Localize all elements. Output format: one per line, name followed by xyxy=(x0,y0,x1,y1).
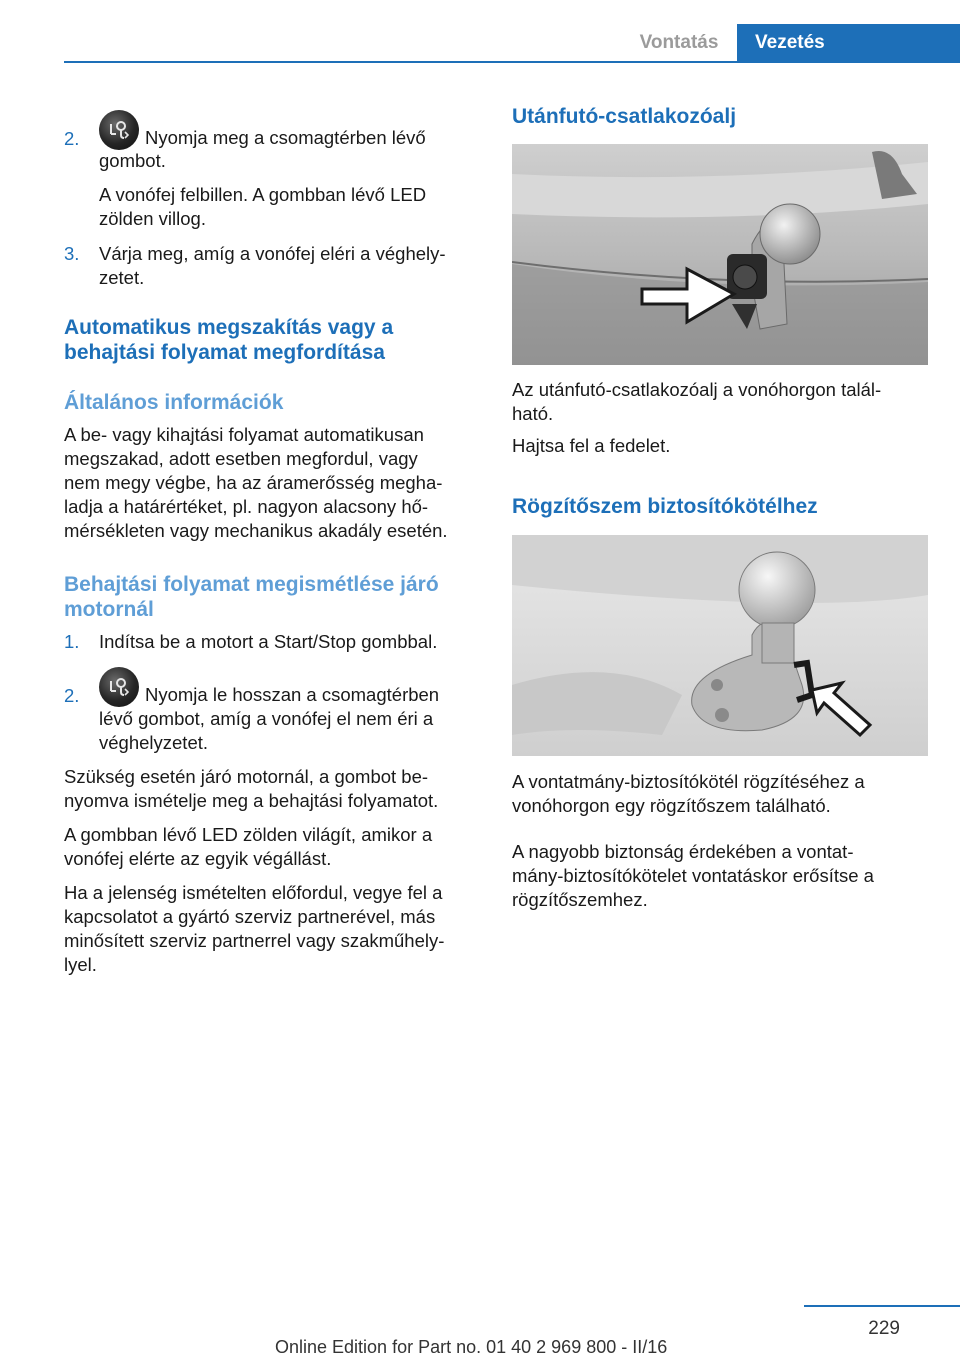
body-line: A be- vagy kihajtási folyamat automatikusan xyxy=(64,424,424,445)
section-tab[interactable]: Vontatás xyxy=(639,32,719,53)
step-text: Várja meg, amíg a vonófej eléri a véghely‐ xyxy=(99,243,446,264)
body-line: A vontatmány-biztosítókötél rögzítéséhez a xyxy=(512,771,865,792)
body-line: Szükség esetén járó motornál, a gombot be‐ xyxy=(64,766,429,787)
body-line: ladja a határértéket, pl. nagyon alacsony hő‐ xyxy=(64,496,429,517)
subsection-heading: Behajtási folyamat megismétlése járó xyxy=(64,573,439,596)
safety-eye-photo xyxy=(512,535,928,756)
chapter-tab[interactable]: Vezetés xyxy=(737,24,960,61)
tow-hitch-button-icon xyxy=(99,110,139,150)
section-heading: Utánfutó-csatlakozóalj xyxy=(512,105,737,128)
step-number: 2. xyxy=(64,128,80,149)
body-line: mérsékleten vagy mechanikus akadály esetén. xyxy=(64,520,448,541)
body-line: minősített szerviz partnerrel vagy szakműhely‐ xyxy=(64,930,445,951)
body-line: rögzítőszemhez. xyxy=(512,889,648,910)
section-heading: behajtási folyamat megfordítása xyxy=(64,341,385,364)
step-number: 3. xyxy=(64,243,80,264)
body-line: A gombban lévő LED zölden világít, amikor a xyxy=(64,824,433,845)
step-note: zölden villog. xyxy=(99,208,206,229)
step-text: gombot. xyxy=(99,150,166,171)
tow-hitch-button-icon xyxy=(99,667,139,707)
body-line: mány-biztosítókötelet vontatáskor erősítse a xyxy=(512,865,874,886)
subsection-heading: Általános információk xyxy=(64,391,284,414)
body-line: Az utánfutó-csatlakozóalj a vonóhorgon talál‐ xyxy=(512,379,882,400)
step-2 xyxy=(99,110,479,150)
body-line: kapcsolatot a gyártó szerviz partnerével, más xyxy=(64,906,436,927)
step-text: Indítsa be a motort a Start/Stop gombbal. xyxy=(99,631,438,652)
body-line: ható. xyxy=(512,403,554,424)
body-line: vonóhorgon egy rögzítőszem található. xyxy=(512,795,831,816)
trailer-socket-photo xyxy=(512,144,928,365)
header-rule xyxy=(64,61,960,63)
edition-note: Online Edition for Part no. 01 40 2 969 800 - II/16 xyxy=(275,1337,668,1357)
footer-rule xyxy=(804,1305,960,1307)
body-line: vonófej elérte az egyik végállást. xyxy=(64,848,332,869)
step-number: 2. xyxy=(64,685,80,706)
body-line: megszakad, adott esetben megfordul, vagy xyxy=(64,448,418,469)
step-text: Nyomja le hosszan a csomagtérben xyxy=(145,684,440,705)
subsection-heading: motornál xyxy=(64,598,154,621)
body-line: lyel. xyxy=(64,954,97,975)
section-heading: Rögzítőszem biztosítókötélhez xyxy=(512,495,818,518)
step-2-repeat xyxy=(99,667,479,707)
body-line: A nagyobb biztonság érdekében a vontat‐ xyxy=(512,841,854,862)
step-text: véghelyzetet. xyxy=(99,732,209,753)
step-text: zetet. xyxy=(99,267,145,288)
body-line: nem megy végbe, ha az áramerősség megha‐ xyxy=(64,472,443,493)
body-line: Hajtsa fel a fedelet. xyxy=(512,435,671,456)
step-note: A vonófej felbillen. A gombban lévő LED xyxy=(99,184,427,205)
step-number: 1. xyxy=(64,631,80,652)
body-line: Ha a jelenség ismételten előfordul, vegye fel a xyxy=(64,882,443,903)
body-line: nyomva ismételje meg a behajtási folyamatot. xyxy=(64,790,439,811)
step-text: lévő gombot, amíg a vonófej el nem éri a xyxy=(99,708,434,729)
step-text: Nyomja meg a csomagtérben lévő xyxy=(145,127,426,148)
section-heading: Automatikus megszakítás vagy a xyxy=(64,316,394,339)
page-number: 229 xyxy=(868,1318,900,1339)
